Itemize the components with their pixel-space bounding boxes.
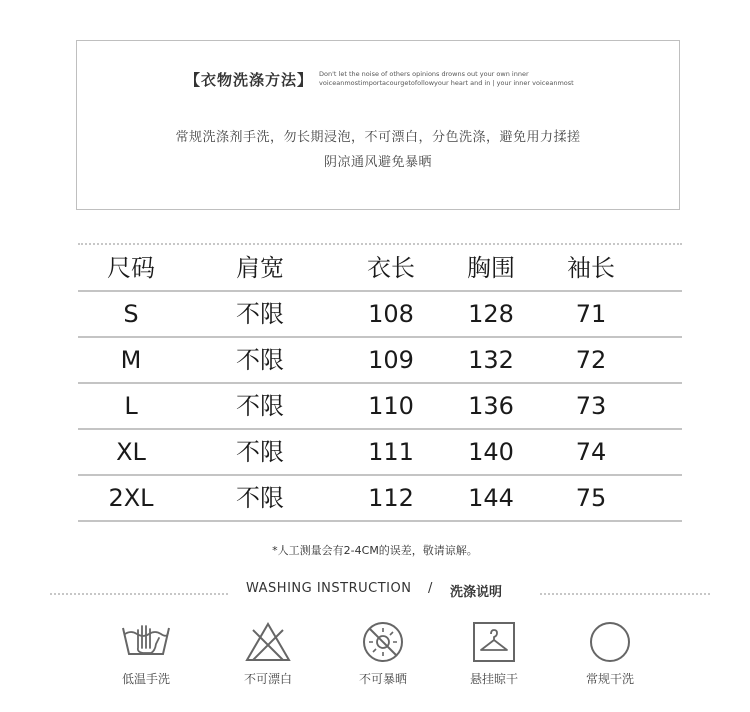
care-symbol-label: 不可漂白 [243,672,292,686]
dotted-divider-top [78,243,682,245]
care-header [185,69,599,90]
hand-wash-icon [121,620,171,664]
no-bleach-icon [243,620,293,664]
care-symbol-hand-wash [101,620,191,687]
table-cell: 112 [368,484,414,512]
header-cell-shoulder: 肩宽 [236,254,284,282]
header-cell-sleeve: 袖长 [567,254,615,282]
table-row [78,338,682,384]
header-cell-chest: 胸围 [467,254,515,282]
care-symbol-no-bleach [223,620,313,687]
no-sun-dry-icon [358,620,408,664]
table-cell: 不限 [236,438,284,466]
size-table [78,246,682,522]
table-cell: 74 [575,438,607,466]
table-cell: 不限 [236,484,284,512]
table-cell: 75 [575,484,607,512]
table-cell: 128 [468,300,514,328]
table-cell: 140 [468,438,514,466]
table-cell: 111 [368,438,414,466]
table-cell: 72 [575,346,607,374]
care-symbol-no-sun-dry [338,620,428,687]
header-cell-length: 衣长 [367,254,415,282]
care-subtitle: Don't let the noise of others opinions drowns out your own inner voiceanmostimportacourgetofollowyour heart and in | your inner voiceanmost [319,70,574,87]
measurement-note: *人工测量会有2-4CM的误差，敬请谅解。 [272,544,478,557]
table-cell: 109 [368,346,414,374]
washing-icons [0,620,750,700]
table-row [78,476,682,522]
table-cell: 不限 [236,346,284,374]
care-line-1: 常规洗涤剂手洗，勿长期浸泡，不可漂白，分色洗涤，避免用力揉搓 [175,130,581,145]
header-cell-size: 尺码 [107,254,155,282]
washing-title-slash: / [428,581,433,596]
table-cell: S [123,300,139,328]
washing-title-en: WASHING INSTRUCTION [246,581,412,596]
table-cell: 71 [575,300,607,328]
washing-heading [0,581,750,601]
table-cell: 不限 [236,300,284,328]
table-cell: 132 [468,346,514,374]
care-title: 【衣物洗涤方法】 [185,71,314,89]
table-cell: 不限 [236,392,284,420]
care-symbol-label: 常规干洗 [585,672,634,686]
table-row [78,292,682,338]
table-row [78,430,682,476]
table-cell: 110 [368,392,414,420]
table-cell: 73 [575,392,607,420]
washing-title-cn: 洗涤说明 [450,585,503,600]
care-line-2: 阴凉通风避免暴晒 [323,155,432,170]
table-cell: 2XL [108,484,154,512]
hang-dry-icon [469,620,519,664]
care-symbol-dry-clean [565,620,655,687]
table-cell: L [124,392,138,420]
table-header-row [78,246,682,292]
table-cell: 144 [468,484,514,512]
table-cell: 108 [368,300,414,328]
table-cell: XL [116,438,146,466]
table-row [78,384,682,430]
care-symbol-label: 不可暴晒 [358,672,407,686]
care-symbol-label: 低温手洗 [121,672,170,686]
care-instructions-box [76,40,680,210]
table-cell: 136 [468,392,514,420]
table-cell: M [120,346,142,374]
care-symbol-hang-dry [449,620,539,687]
care-symbol-label: 悬挂晾干 [469,672,518,686]
dry-clean-icon [585,620,635,664]
